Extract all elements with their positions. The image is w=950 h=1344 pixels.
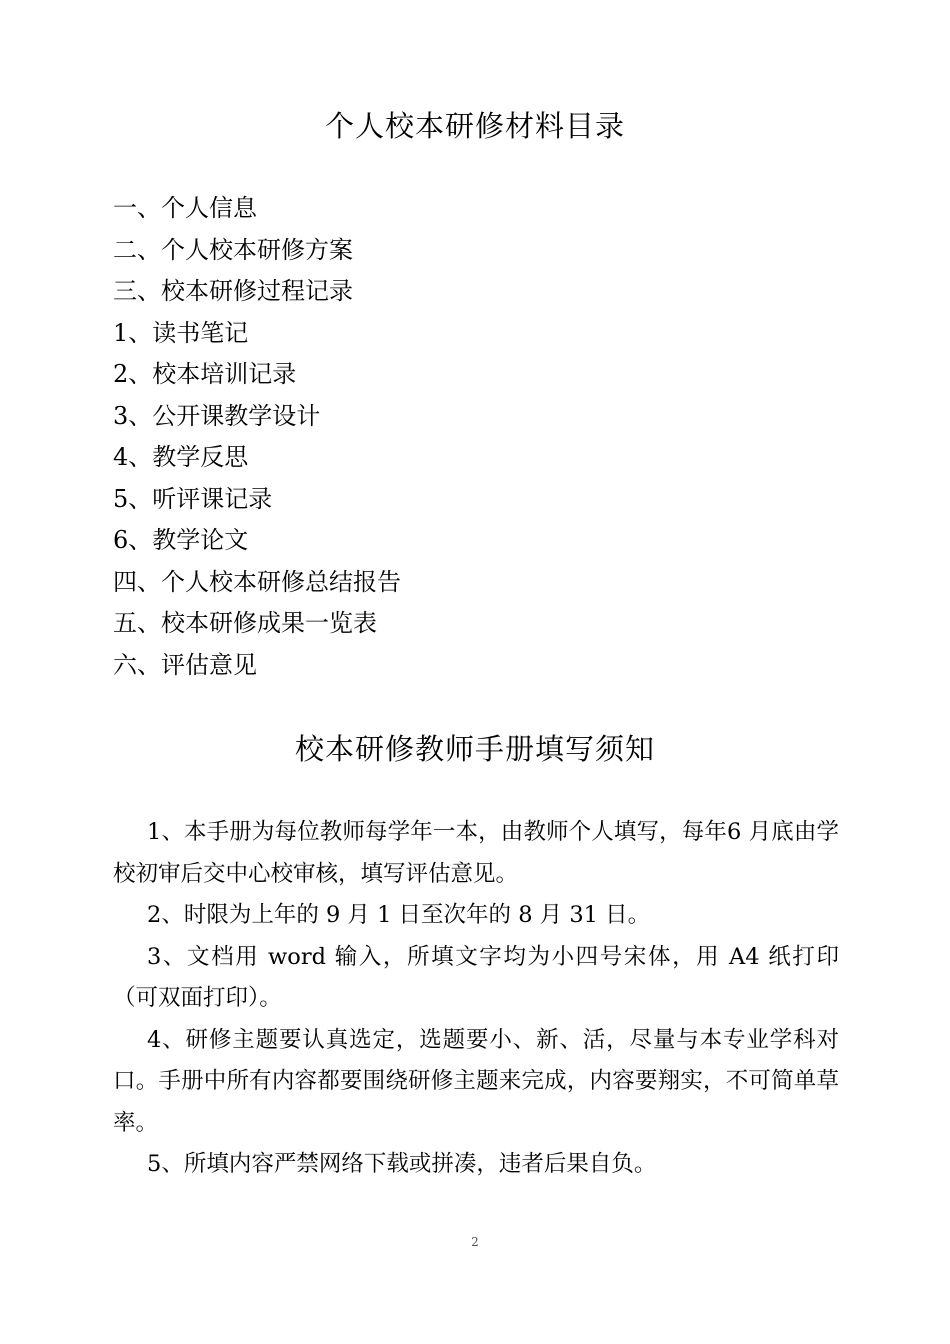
notice-paragraph: 2、时限为上年的 9 月 1 日至次年的 8 月 31 日。 [147, 902, 651, 928]
notice-body [113, 812, 839, 1186]
toc-item-class-observation: 5、听评课记录 [113, 484, 273, 513]
toc-item-process-record: 三、校本研修过程记录 [113, 277, 353, 305]
toc-item-teaching-reflection: 4、教学反思 [113, 443, 249, 471]
toc-item-summary-report: 四、个人校本研修总结报告 [113, 567, 401, 596]
notice-paragraph: 5、所填内容严禁网络下载或拼凑，违者后果自负。 [147, 1151, 657, 1177]
toc-item-results-table: 五、校本研修成果一览表 [113, 609, 377, 637]
toc-item-teaching-paper: 6、教学论文 [113, 526, 249, 554]
toc-title: 个人校本研修材料目录 [324, 109, 625, 143]
notice-paragraph: 4、研修主题要认真选定，选题要小、新、活，尽量与本专业学科对口。手册中所有内容都要围绕研修主题来完成，内容要翔实，不可简单草率。 [113, 1026, 839, 1136]
toc-item-personal-info: 一、个人信息 [113, 194, 257, 222]
toc-item-evaluation: 六、评估意见 [113, 650, 257, 679]
toc-item-training-record: 2、校本培训记录 [113, 360, 297, 388]
notice-paragraph: 1、本手册为每位教师每学年一本，由教师个人填写，每年6 月底由学校初审后交中心校审核，填写评估意见。 [113, 819, 839, 887]
page-number: 2 [471, 1235, 479, 1249]
toc-list [113, 188, 833, 686]
toc-item-open-class-design: 3、公开课教学设计 [113, 401, 321, 430]
notice-title: 校本研修教师手册填写须知 [294, 732, 655, 766]
toc-item-research-plan: 二、个人校本研修方案 [113, 235, 353, 264]
toc-item-reading-notes: 1、读书笔记 [113, 318, 249, 347]
notice-paragraph: 3、文档用 word 输入，所填文字均为小四号宋体，用 A4 纸打印（可双面打印）。 [113, 943, 839, 1011]
